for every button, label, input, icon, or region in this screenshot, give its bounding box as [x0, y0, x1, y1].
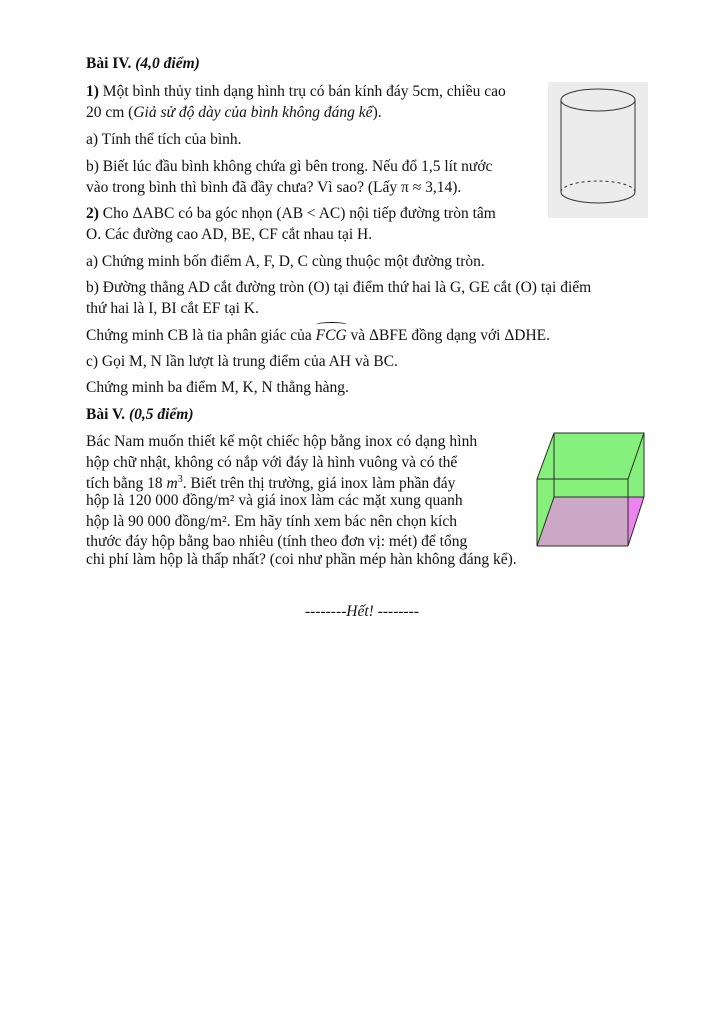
box-front-face	[537, 479, 628, 546]
q2-line2: O. Các đường cao AD, BE, CF cắt nhau tại H.	[86, 226, 373, 243]
q1-line2: 20 cm (Giả sử độ dày của bình không đáng kể).	[86, 104, 382, 121]
box-figure	[536, 432, 646, 548]
bai4-heading	[86, 53, 200, 74]
bai5-line1: Bác Nam muốn thiết kế một chiếc hộp bằng inox có dạng hình	[86, 433, 478, 450]
bai5-line4: hộp là 120 000 đồng/m² và giá inox làm các mặt xung quanh	[86, 492, 463, 509]
q2c-line2: Chứng minh ba điểm M, K, N thẳng hàng.	[86, 379, 349, 396]
bai5-line5: hộp là 90 000 đồng/m². Em hãy tính xem bác nên chọn kích	[86, 513, 457, 530]
bai5-line2: hộp chữ nhật, không có nắp với đáy là hình vuông và có thể	[86, 454, 458, 471]
bai5-points: (0,5 điểm)	[128, 406, 194, 423]
bai5-line3: tích bằng 18 $m^3$. Biết trên thị trường, giá inox làm phần đáy	[86, 474, 456, 493]
q2c-line1: c) Gọi M, N lần lượt là trung điểm của AH và BC.	[86, 353, 398, 370]
bai5-heading	[86, 404, 194, 425]
bai5-line7: chi phí làm hộp là thấp nhất? (coi như phần mép hàn không đáng kể).	[86, 551, 517, 568]
angle-fcg: FCG	[316, 325, 347, 346]
q1b-line1: b) Biết lúc đầu bình không chứa gì bên trong. Nếu đổ 1,5 lít nước	[86, 158, 493, 175]
bai4-title: Bài IV.	[86, 55, 132, 72]
q2b-line1: b) Đường thẳng AD cắt đường tròn (O) tại điểm thứ hai là G, GE cắt (O) tại điểm	[86, 279, 592, 296]
q1a: a) Tính thể tích của bình.	[86, 131, 242, 148]
cylinder-background	[548, 82, 648, 218]
bai5-title: Bài V.	[86, 406, 126, 423]
q1-line1: 1) Một bình thủy tinh dạng hình trụ có bán kính đáy 5cm, chiều cao	[86, 83, 506, 100]
q2-line1: 2) Cho ΔABC có ba góc nhọn (AB < AC) nội tiếp đường tròn tâm	[86, 205, 496, 222]
bai4-points: (4,0 điểm)	[135, 55, 200, 72]
q2b-line2: thứ hai là I, BI cắt EF tại K.	[86, 300, 259, 317]
q2b-line3: Chứng minh CB là tia phân giác của FCG và ΔBFE đồng dạng với ΔDHE.	[86, 325, 550, 346]
q1b-line2: vào trong bình thì bình đã đầy chưa? Vì sao? (Lấy π ≈ 3,14).	[86, 179, 462, 196]
bai5-line6: thước đáy hộp bằng bao nhiêu (tính theo đơn vị: mét) để tổng	[86, 533, 468, 550]
q2a: a) Chứng minh bốn điểm A, F, D, C cùng thuộc một đường tròn.	[86, 253, 485, 270]
end-of-exam: --------Hết! --------	[304, 603, 419, 620]
angle-hat-icon	[316, 322, 347, 327]
cylinder-figure	[548, 82, 648, 218]
